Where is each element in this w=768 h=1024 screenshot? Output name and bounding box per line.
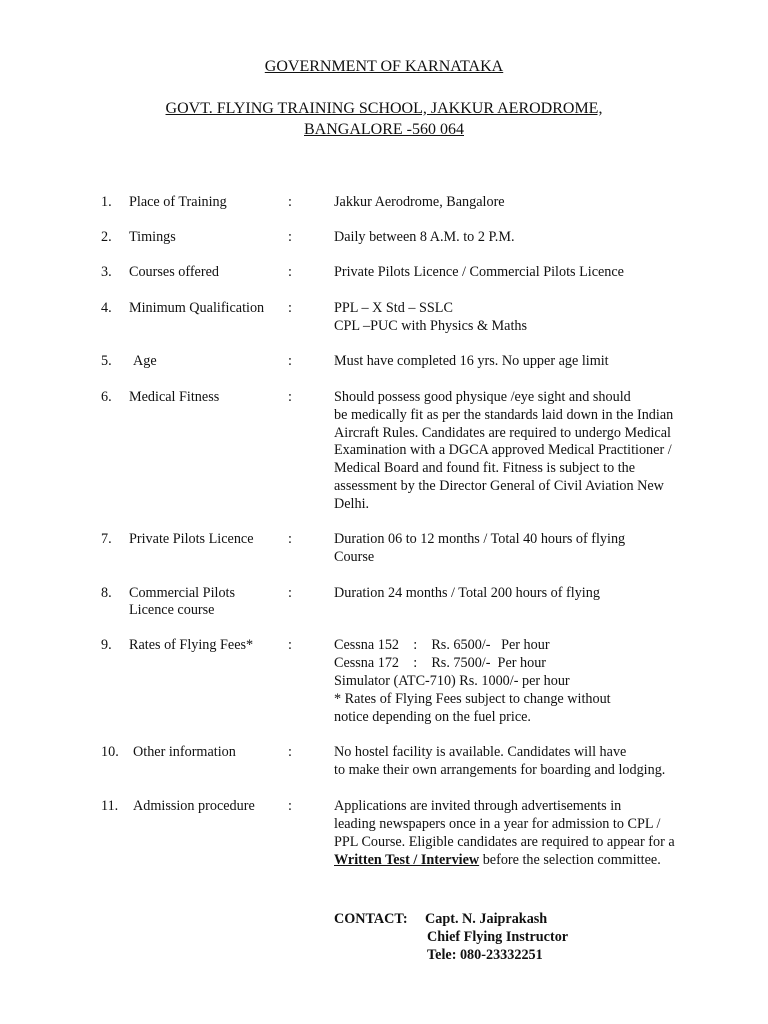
item-number: 5. xyxy=(101,353,112,369)
item-value: to make their own arrangements for boarding and lodging. xyxy=(334,762,666,778)
item-number: 8. xyxy=(101,585,112,601)
item-label: Licence course xyxy=(129,602,215,618)
item-colon: : xyxy=(288,264,292,280)
item-value: No hostel facility is available. Candidates will have xyxy=(334,744,627,760)
item-value: Simulator (ATC-710) Rs. 1000/- per hour xyxy=(334,673,570,689)
item-value-line xyxy=(334,851,661,869)
item-value: Examination with a DGCA approved Medical Practitioner / xyxy=(334,442,672,458)
item-colon: : xyxy=(288,637,292,653)
item-value: Private Pilots Licence / Commercial Pilots Licence xyxy=(334,264,624,280)
item-number: 11. xyxy=(101,798,119,814)
written-test-emphasis: Written Test / Interview xyxy=(334,852,480,868)
contact-title: Chief Flying Instructor xyxy=(427,929,569,945)
header-school: GOVT. FLYING TRAINING SCHOOL, JAKKUR AERODROME, xyxy=(165,100,603,117)
item-value: Course xyxy=(334,549,375,565)
item-value-rest: before the selection committee. xyxy=(479,852,661,868)
item-colon: : xyxy=(288,744,292,760)
item-value: Duration 24 months / Total 200 hours of flying xyxy=(334,585,600,601)
item-colon: : xyxy=(288,585,292,601)
item-value: PPL Course. Eligible candidates are required to appear for a xyxy=(334,834,675,850)
item-number: 3. xyxy=(101,264,112,280)
item-label: Age xyxy=(133,353,157,369)
item-label: Timings xyxy=(129,229,176,245)
item-label: Medical Fitness xyxy=(129,389,220,405)
item-colon: : xyxy=(288,389,292,405)
item-value: leading newspapers once in a year for admission to CPL / xyxy=(334,816,661,832)
item-value: notice depending on the fuel price. xyxy=(334,709,531,725)
item-number: 9. xyxy=(101,637,112,653)
contact-name: Capt. N. Jaiprakash xyxy=(425,911,548,927)
item-label: Private Pilots Licence xyxy=(129,531,254,547)
item-colon: : xyxy=(288,194,292,210)
item-label: Commercial Pilots xyxy=(129,585,236,601)
item-value: Medical Board and found fit. Fitness is subject to the xyxy=(334,460,636,476)
item-number: 6. xyxy=(101,389,112,405)
item-value: assessment by the Director General of Civil Aviation New xyxy=(334,478,664,494)
item-label: Place of Training xyxy=(129,194,227,210)
header-address: BANGALORE -560 064 xyxy=(304,121,464,138)
item-label: Other information xyxy=(133,744,236,760)
item-value: be medically fit as per the standards laid down in the Indian xyxy=(334,407,674,423)
item-label: Minimum Qualification xyxy=(129,300,265,316)
item-value: Duration 06 to 12 months / Total 40 hours of flying xyxy=(334,531,626,547)
item-value: * Rates of Flying Fees subject to change without xyxy=(334,691,611,707)
item-colon: : xyxy=(288,300,292,316)
item-colon: : xyxy=(288,798,292,814)
item-value: Delhi. xyxy=(334,496,370,512)
item-value: Cessna 152 : Rs. 6500/- Per hour xyxy=(334,637,550,653)
item-value: Daily between 8 A.M. to 2 P.M. xyxy=(334,229,515,245)
item-label: Admission procedure xyxy=(133,798,255,814)
item-colon: : xyxy=(288,531,292,547)
item-number: 4. xyxy=(101,300,112,316)
item-colon: : xyxy=(288,353,292,369)
contact-phone: Tele: 080-23332251 xyxy=(427,947,543,963)
item-number: 1. xyxy=(101,194,112,210)
header-government: GOVERNMENT OF KARNATAKA xyxy=(264,58,504,75)
item-value: Aircraft Rules. Candidates are required to undergo Medical xyxy=(334,425,671,441)
item-colon: : xyxy=(288,229,292,245)
item-value: CPL –PUC with Physics & Maths xyxy=(334,318,528,334)
item-value: Cessna 172 : Rs. 7500/- Per hour xyxy=(334,655,547,671)
item-number: 10. xyxy=(101,744,119,760)
item-number: 7. xyxy=(101,531,112,547)
item-label: Rates of Flying Fees* xyxy=(129,637,254,653)
item-value: PPL – X Std – SSLC xyxy=(334,300,453,316)
item-value: Must have completed 16 yrs. No upper age limit xyxy=(334,353,609,369)
item-value: Jakkur Aerodrome, Bangalore xyxy=(334,194,505,210)
item-number: 2. xyxy=(101,229,112,245)
contact-label: CONTACT: xyxy=(334,911,408,927)
item-value: Applications are invited through advertisements in xyxy=(334,798,622,814)
item-value: Should possess good physique /eye sight and should xyxy=(334,389,631,405)
item-label: Courses offered xyxy=(129,264,219,280)
